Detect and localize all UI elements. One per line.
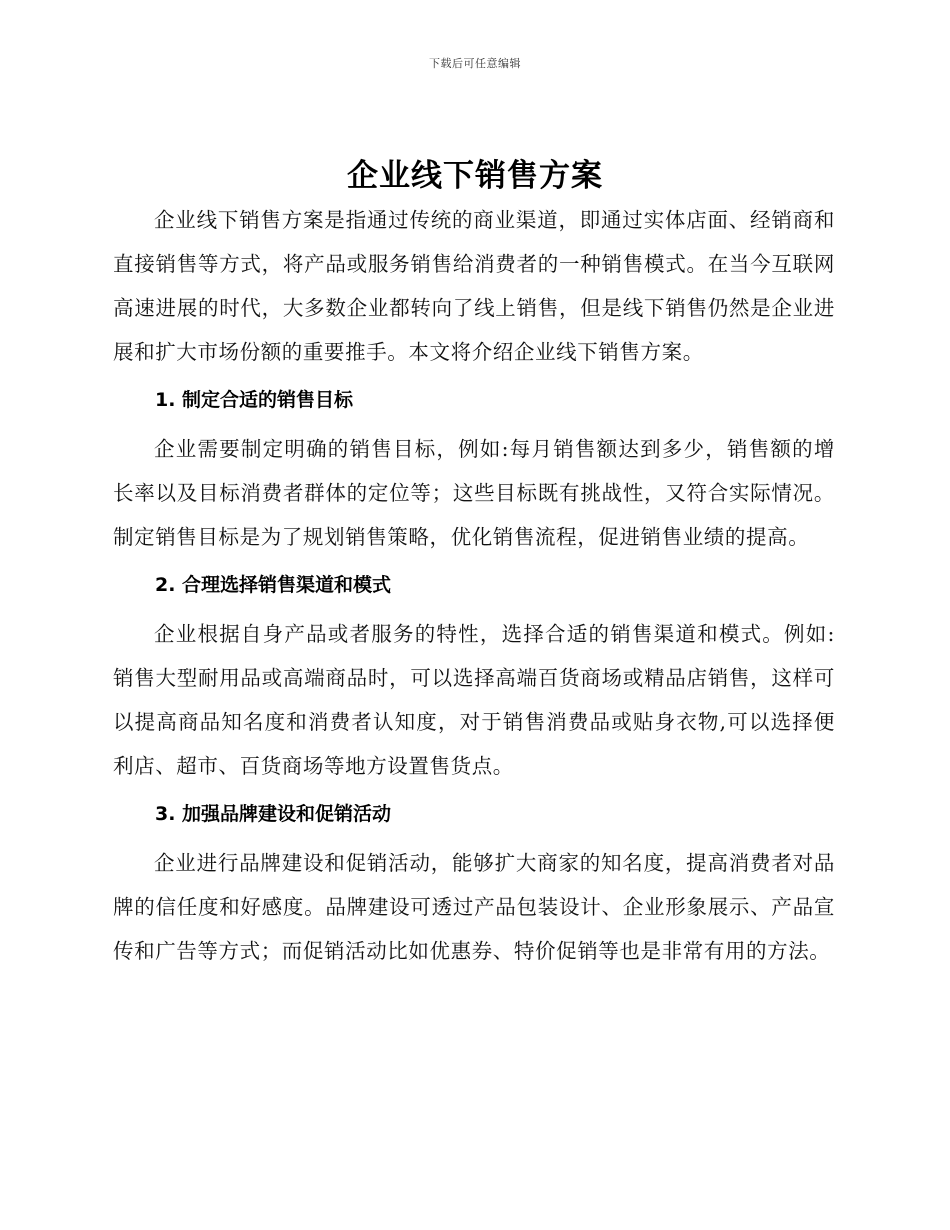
section-body-3: 企业进行品牌建设和促销活动，能够扩大商家的知名度，提高消费者对品牌的信任度和好感度。品牌建设可透过产品包装设计、企业形象展示、产品宣传和广告等方式；而促销活动比如优惠券、特价促销等也是非常有用的方法。 [113, 851, 835, 963]
section-heading-2: 2. 合理选择销售渠道和模式 [155, 574, 392, 596]
section-heading-3: 3. 加强品牌建设和促销活动 [155, 803, 392, 825]
header-note: 下载后可任意编辑 [429, 57, 521, 70]
document-title: 企业线下销售方案 [347, 158, 603, 194]
section-body-2: 企业根据自身产品或者服务的特性，选择合适的销售渠道和模式。例如:销售大型耐用品或高端商品时，可以选择高端百货商场或精品店销售，这样可以提高商品知名度和消费者认知度，对于销售消费品或贴身衣物,可以选择便利店、超市、百货商场等地方设置售货点。 [113, 622, 835, 778]
intro-paragraph: 企业线下销售方案是指通过传统的商业渠道，即通过实体店面、经销商和直接销售等方式，将产品或服务销售给消费者的一种销售模式。在当今互联网高速进展的时代，大多数企业都转向了线上销售，但是线下销售仍然是企业进展和扩大市场份额的重要推手。本文将介绍企业线下销售方案。 [113, 208, 835, 364]
section-body-1: 企业需要制定明确的销售目标，例如:每月销售额达到多少，销售额的增长率以及目标消费者群体的定位等；这些目标既有挑战性，又符合实际情况。制定销售目标是为了规划销售策略，优化销售流程，促进销售业绩的提高。 [113, 437, 835, 549]
section-heading-1: 1. 制定合适的销售目标 [155, 389, 354, 411]
document-body [113, 198, 835, 973]
